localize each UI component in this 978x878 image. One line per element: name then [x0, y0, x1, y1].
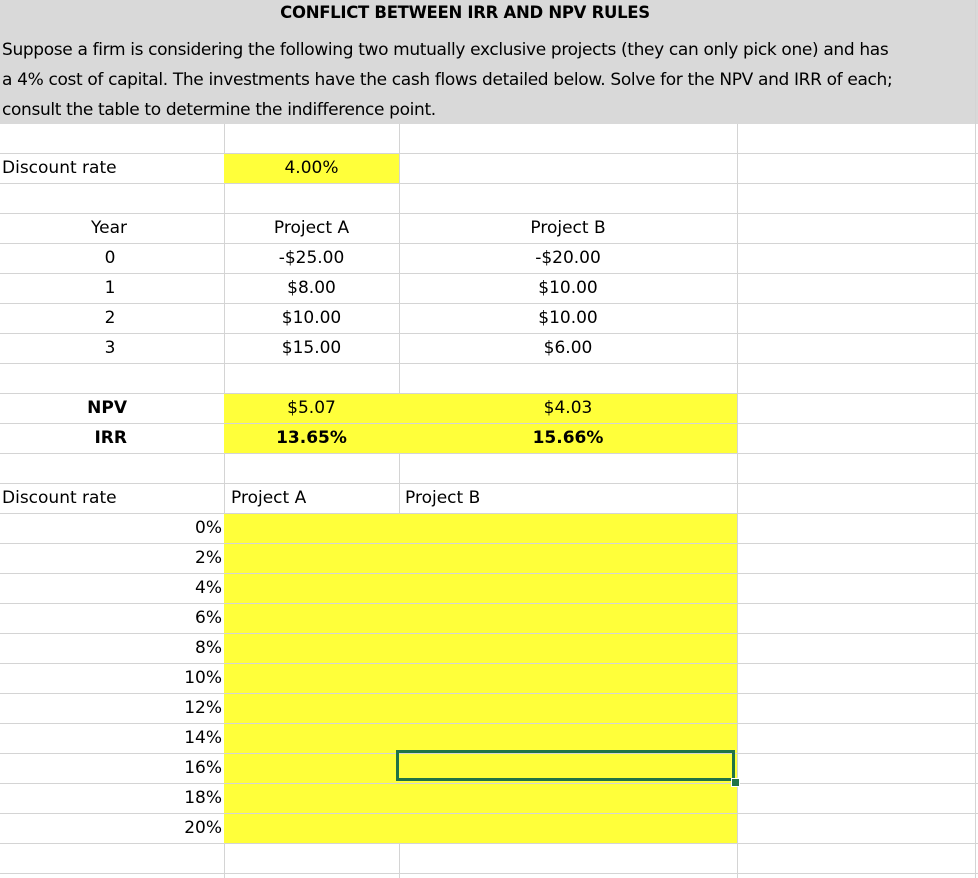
gridline-h [0, 153, 978, 154]
gridline-v [399, 843, 400, 878]
gridline-h [0, 513, 978, 514]
gridline-h [0, 483, 978, 484]
rate-cell[interactable]: 10% [184, 668, 222, 688]
gridline-h [0, 873, 978, 874]
gridline-h [0, 723, 978, 724]
intro-line-1: Suppose a firm is considering the following two mutually exclusive projects (they can only pick one) and has [2, 40, 889, 60]
intro-line-2: a 4% cost of capital. The investments have the cash flows detailed below. Solve for the NPV and IRR of each; [2, 70, 893, 90]
gridline-h [0, 243, 978, 244]
gridline-h [0, 333, 978, 334]
project-b-header: Project B [530, 218, 606, 238]
npv-project-a[interactable]: $5.07 [287, 398, 336, 418]
sheet-title: CONFLICT BETWEEN IRR AND NPV RULES [280, 3, 650, 22]
table2-project-b-header: Project B [405, 488, 481, 508]
gridline-v [975, 0, 976, 878]
irr-label: IRR [94, 428, 127, 448]
year-cell: 3 [104, 338, 116, 358]
gridline-v [224, 453, 225, 513]
gridline-h [0, 783, 978, 784]
year-cell: 2 [104, 308, 116, 328]
gridline-h [0, 843, 978, 844]
gridline-h [0, 543, 978, 544]
gridline-v [224, 843, 225, 878]
gridline-h [0, 603, 978, 604]
table2-project-a-header: Project A [231, 488, 307, 508]
gridline-v [399, 453, 400, 513]
year-cell: 0 [104, 248, 116, 268]
project-a-cashflow[interactable]: -$25.00 [278, 248, 345, 268]
rate-cell[interactable]: 12% [184, 698, 222, 718]
year-cell: 1 [104, 278, 116, 298]
selected-cell[interactable] [396, 750, 735, 781]
npv-label: NPV [87, 398, 127, 418]
gridline-h [0, 693, 978, 694]
gridline-h [0, 183, 978, 184]
project-a-cashflow[interactable]: $15.00 [281, 338, 342, 358]
irr-project-b[interactable]: 15.66% [532, 428, 604, 448]
intro-line-3: consult the table to determine the indifference point. [2, 100, 436, 120]
rate-cell[interactable]: 20% [184, 818, 222, 838]
gridline-h [0, 213, 978, 214]
rate-cell[interactable]: 18% [184, 788, 222, 808]
discount-rate-label: Discount rate [2, 158, 117, 178]
project-b-cashflow[interactable]: -$20.00 [535, 248, 601, 268]
fill-handle[interactable] [731, 778, 740, 787]
gridline-h [0, 813, 978, 814]
rate-cell[interactable]: 0% [195, 518, 222, 538]
gridline-h [0, 363, 978, 364]
rate-cell[interactable]: 14% [184, 728, 222, 748]
gridline-h [0, 633, 978, 634]
gridline-h [0, 423, 978, 424]
discount-rate-value[interactable]: 4.00% [284, 158, 339, 178]
project-a-header: Project A [273, 218, 350, 238]
gridline-h [0, 573, 978, 574]
project-b-cashflow[interactable]: $10.00 [538, 308, 598, 328]
gridline-h [0, 663, 978, 664]
npv-project-b[interactable]: $4.03 [543, 398, 593, 418]
table2-discount-rate-label: Discount rate [2, 488, 117, 508]
irr-project-a[interactable]: 13.65% [276, 428, 347, 448]
gridline-h [0, 303, 978, 304]
gridline-h [0, 393, 978, 394]
rate-cell[interactable]: 2% [195, 548, 222, 568]
rate-cell[interactable]: 6% [195, 608, 222, 628]
year-header: Year [91, 218, 127, 238]
rate-cell[interactable]: 4% [195, 578, 222, 598]
gridline-v [737, 124, 738, 878]
rate-cell[interactable]: 8% [195, 638, 222, 658]
gridline-h [0, 273, 978, 274]
table-fill [224, 513, 737, 843]
gridline-v [224, 124, 225, 153]
project-a-cashflow[interactable]: $8.00 [287, 278, 336, 298]
rate-cell[interactable]: 16% [184, 758, 222, 778]
project-b-cashflow[interactable]: $10.00 [538, 278, 598, 298]
project-b-cashflow[interactable]: $6.00 [543, 338, 593, 358]
gridline-h [0, 453, 978, 454]
project-a-cashflow[interactable]: $10.00 [281, 308, 342, 328]
